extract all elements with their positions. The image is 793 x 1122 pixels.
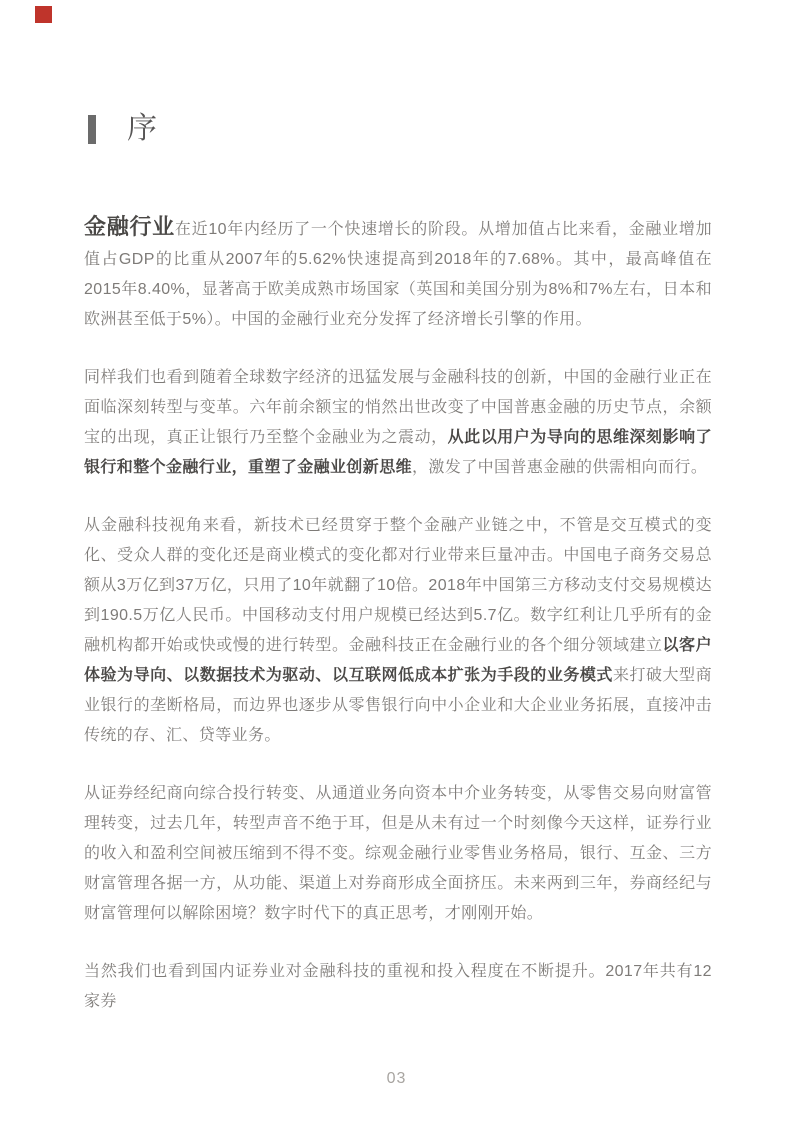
- paragraph-text: ，激发了中国普惠金融的供需相向而行。: [412, 459, 708, 476]
- red-square-logo: [35, 6, 52, 23]
- paragraph: [84, 957, 712, 1017]
- paragraph-text: 同样我们也看到随着全球数字经济的迅猛发展与金融科技的创新，中国的金融行业正在面临深刻转型与变革。六年前余额宝的悄然出世改变了中国普惠金融的历史节点，余额宝的出现，真正让银行乃至整个金融业为之震动，: [84, 369, 712, 446]
- paragraph-lead-text: 金融行业: [84, 214, 175, 239]
- paragraph: [84, 212, 712, 335]
- heading-marker-bar: [88, 115, 96, 144]
- paragraph-text: 从证券经纪商向综合投行转变、从通道业务向资本中介业务转变，从零售交易向财富管理转变，过去几年，转型声音不绝于耳，但是从未有过一个时刻像今天这样，证券行业的收入和盈利空间被压缩到不得不变。综观金融行业零售业务格局，银行、互金、三方财富管理各据一方，从功能、渠道上对券商形成全面挤压。未来两到三年，券商经纪与财富管理何以解除困境？数字时代下的真正思考，才刚刚开始。: [84, 785, 712, 922]
- page-title: 序: [127, 112, 159, 145]
- paragraph: [84, 363, 712, 483]
- section-heading: [88, 114, 159, 144]
- paragraph: [84, 511, 712, 751]
- body-text: [84, 212, 712, 1045]
- page-number: 03: [386, 1070, 407, 1087]
- paragraph-text: 当然我们也看到国内证券业对金融科技的重视和投入程度在不断提升。2017年共有12家券: [84, 963, 712, 1010]
- paragraph-text: 来打破大型商业银行的垄断格局，而边界也逐步从零售银行向中小企业和大企业业务拓展，直接冲击传统的存、汇、贷等业务。: [84, 667, 712, 744]
- paragraph: [84, 779, 712, 929]
- paragraph-text: 从金融科技视角来看，新技术已经贯穿于整个金融产业链之中，不管是交互模式的变化、受众人群的变化还是商业模式的变化都对行业带来巨量冲击。中国电子商务交易总额从3万亿到37万亿，只用了10年就翻了10倍。2018年中国第三方移动支付交易规模达到190.5万亿人民币。中国移动支付用户规模已经达到5.7亿。数字红利让几乎所有的金融机构都开始或快或慢的进行转型。金融科技正在金融行业的各个细分领域建立: [84, 517, 712, 654]
- paragraph-emphasis-text: 从此以用户为导向的思维深刻影响了银行和整个金融行业，重塑了金融业创新思维: [84, 429, 712, 476]
- paragraph-text: 在近10年内经历了一个快速增长的阶段。从增加值占比来看，金融业增加值占GDP的比重从2007年的5.62%快速提高到2018年的7.68%。其中，最高峰值在2015年8.40%，显著高于欧美成熟市场国家（英国和美国分别为8%和7%左右，日本和欧洲甚至低于5%）。中国的金融行业充分发挥了经济增长引擎的作用。: [84, 221, 712, 328]
- paragraph-emphasis-text: 以客户体验为导向、以数据技术为驱动、以互联网低成本扩张为手段的业务模式: [84, 637, 712, 684]
